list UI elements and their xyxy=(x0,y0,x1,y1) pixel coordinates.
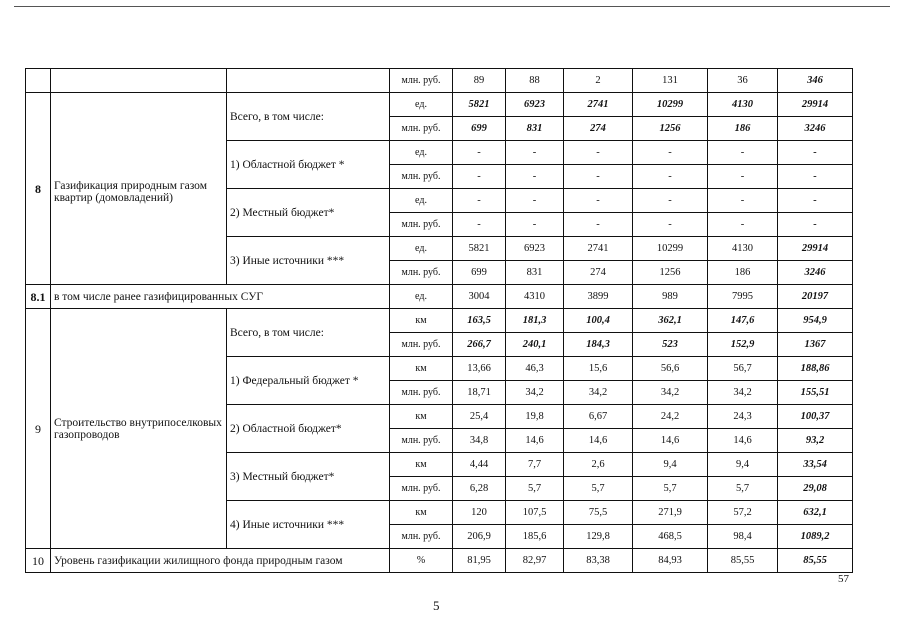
value-cell: - xyxy=(564,141,633,165)
value-cell: 3004 xyxy=(453,285,506,309)
row-number: 8 xyxy=(26,93,51,285)
value-cell: 100,4 xyxy=(564,309,633,333)
value-cell: 184,3 xyxy=(564,333,633,357)
value-cell: 34,8 xyxy=(453,429,506,453)
value-cell: 46,3 xyxy=(506,357,564,381)
value-cell: 2,6 xyxy=(564,453,633,477)
value-cell: 266,7 xyxy=(453,333,506,357)
value-cell: 1256 xyxy=(633,117,708,141)
value-cell: 7995 xyxy=(708,285,778,309)
row-subitem: 4) Иные источники *** xyxy=(227,501,390,549)
value-cell: 185,6 xyxy=(506,525,564,549)
value-cell: - xyxy=(506,189,564,213)
row-name: Строительство внутрипоселковых газопроводов xyxy=(51,309,227,549)
row-name: в том числе ранее газифицированных СУГ xyxy=(51,285,390,309)
total-cell: - xyxy=(778,213,853,237)
value-cell: 523 xyxy=(633,333,708,357)
total-cell: 85,55 xyxy=(778,549,853,573)
value-cell: - xyxy=(506,141,564,165)
value-cell: - xyxy=(506,165,564,189)
value-cell: 699 xyxy=(453,117,506,141)
value-cell: 10299 xyxy=(633,93,708,117)
value-cell: 5821 xyxy=(453,237,506,261)
value-cell: - xyxy=(506,213,564,237)
value-cell: - xyxy=(633,141,708,165)
value-cell: 186 xyxy=(708,261,778,285)
value-cell: 34,2 xyxy=(708,381,778,405)
row-subitem: 3) Иные источники *** xyxy=(227,237,390,285)
value-cell: 34,2 xyxy=(633,381,708,405)
value-cell: 129,8 xyxy=(564,525,633,549)
row-subitem: 1) Федеральный бюджет * xyxy=(227,357,390,405)
value-cell: 57,2 xyxy=(708,501,778,525)
row-subitem: 2) Областной бюджет* xyxy=(227,405,390,453)
row-number: 10 xyxy=(26,549,51,573)
unit-cell: млн. руб. xyxy=(390,429,453,453)
unit-cell: млн. руб. xyxy=(390,525,453,549)
value-cell: 56,7 xyxy=(708,357,778,381)
unit-cell: млн. руб. xyxy=(390,165,453,189)
value-cell: 81,95 xyxy=(453,549,506,573)
value-cell: 240,1 xyxy=(506,333,564,357)
value-cell: 5,7 xyxy=(564,477,633,501)
value-cell: - xyxy=(708,189,778,213)
value-cell: 989 xyxy=(633,285,708,309)
row-subitem: 3) Местный бюджет* xyxy=(227,453,390,501)
value-cell: 831 xyxy=(506,261,564,285)
unit-cell: ед. xyxy=(390,237,453,261)
total-cell: - xyxy=(778,165,853,189)
value-cell: 34,2 xyxy=(564,381,633,405)
value-cell: - xyxy=(453,189,506,213)
value-cell: 24,2 xyxy=(633,405,708,429)
row-name-text: Газификация природным газом квартир (домовладений) xyxy=(54,179,207,204)
unit-cell: ед. xyxy=(390,285,453,309)
value-cell: 6923 xyxy=(506,237,564,261)
value-cell: 699 xyxy=(453,261,506,285)
value-cell: 5821 xyxy=(453,93,506,117)
unit-cell: км xyxy=(390,309,453,333)
value-cell: 120 xyxy=(453,501,506,525)
value-cell: - xyxy=(708,165,778,189)
total-cell: - xyxy=(778,141,853,165)
page-number: 5 xyxy=(433,598,440,613)
total-cell: 188,86 xyxy=(778,357,853,381)
unit-cell: млн. руб. xyxy=(390,477,453,501)
unit-cell: ед. xyxy=(390,189,453,213)
value-cell: 1256 xyxy=(633,261,708,285)
value-cell: 3899 xyxy=(564,285,633,309)
value-cell: 5,7 xyxy=(506,477,564,501)
value-cell: - xyxy=(564,165,633,189)
total-cell: 3246 xyxy=(778,261,853,285)
value-cell: 181,3 xyxy=(506,309,564,333)
unit-cell: ед. xyxy=(390,141,453,165)
value-cell: 36 xyxy=(708,69,778,93)
value-cell: 75,5 xyxy=(564,501,633,525)
row-subitem: Всего, в том числе: xyxy=(227,309,390,357)
total-cell: 3246 xyxy=(778,117,853,141)
value-cell: 7,7 xyxy=(506,453,564,477)
value-cell: 147,6 xyxy=(708,309,778,333)
total-cell: 1089,2 xyxy=(778,525,853,549)
unit-cell: млн. руб. xyxy=(390,213,453,237)
row-name xyxy=(51,93,227,285)
unit-cell: км xyxy=(390,501,453,525)
total-cell: - xyxy=(778,189,853,213)
total-cell: 29,08 xyxy=(778,477,853,501)
value-cell: 831 xyxy=(506,117,564,141)
value-cell: 274 xyxy=(564,261,633,285)
value-cell: 6923 xyxy=(506,93,564,117)
total-cell: 1367 xyxy=(778,333,853,357)
value-cell: - xyxy=(564,213,633,237)
side-page-number: 57 xyxy=(838,573,849,585)
table-row xyxy=(26,309,853,333)
value-cell: - xyxy=(564,189,633,213)
value-cell: 25,4 xyxy=(453,405,506,429)
total-cell: 100,37 xyxy=(778,405,853,429)
unit-cell: млн. руб. xyxy=(390,261,453,285)
value-cell: 10299 xyxy=(633,237,708,261)
row-name: Уровень газификации жилищного фонда природным газом xyxy=(51,549,390,573)
unit-cell: млн. руб. xyxy=(390,333,453,357)
total-cell: 954,9 xyxy=(778,309,853,333)
value-cell: 14,6 xyxy=(506,429,564,453)
total-cell: 20197 xyxy=(778,285,853,309)
value-cell: 14,6 xyxy=(564,429,633,453)
total-cell: 33,54 xyxy=(778,453,853,477)
value-cell: 82,97 xyxy=(506,549,564,573)
value-cell: 5,7 xyxy=(633,477,708,501)
value-cell: 6,28 xyxy=(453,477,506,501)
value-cell: 88 xyxy=(506,69,564,93)
value-cell: 4130 xyxy=(708,93,778,117)
top-rule xyxy=(14,6,890,7)
value-cell: 107,5 xyxy=(506,501,564,525)
value-cell: 131 xyxy=(633,69,708,93)
row-subitem xyxy=(227,69,390,93)
table-row xyxy=(26,69,853,93)
value-cell: 186 xyxy=(708,117,778,141)
value-cell: 89 xyxy=(453,69,506,93)
value-cell: - xyxy=(633,213,708,237)
value-cell: - xyxy=(708,213,778,237)
value-cell: - xyxy=(633,165,708,189)
value-cell: 4130 xyxy=(708,237,778,261)
value-cell: 6,67 xyxy=(564,405,633,429)
value-cell: 84,93 xyxy=(633,549,708,573)
row-name xyxy=(51,69,227,93)
total-cell: 29914 xyxy=(778,93,853,117)
value-cell: 56,6 xyxy=(633,357,708,381)
table-row xyxy=(26,549,853,573)
unit-cell: км xyxy=(390,405,453,429)
value-cell: 274 xyxy=(564,117,633,141)
unit-cell: ед. xyxy=(390,93,453,117)
unit-cell: млн. руб. xyxy=(390,381,453,405)
value-cell: 18,71 xyxy=(453,381,506,405)
value-cell: 271,9 xyxy=(633,501,708,525)
total-cell: 29914 xyxy=(778,237,853,261)
value-cell: - xyxy=(453,141,506,165)
value-cell: 4310 xyxy=(506,285,564,309)
row-subitem: 1) Областной бюджет * xyxy=(227,141,390,189)
value-cell: 19,8 xyxy=(506,405,564,429)
value-cell: 2741 xyxy=(564,237,633,261)
row-number xyxy=(26,69,51,93)
value-cell: 14,6 xyxy=(708,429,778,453)
value-cell: 362,1 xyxy=(633,309,708,333)
value-cell: - xyxy=(453,165,506,189)
value-cell: 34,2 xyxy=(506,381,564,405)
row-number: 8.1 xyxy=(26,285,51,309)
total-cell: 93,2 xyxy=(778,429,853,453)
value-cell: 13,66 xyxy=(453,357,506,381)
row-subitem: Всего, в том числе: xyxy=(227,93,390,141)
unit-cell: % xyxy=(390,549,453,573)
unit-cell: млн. руб. xyxy=(390,117,453,141)
unit-cell: млн. руб. xyxy=(390,69,453,93)
total-cell: 346 xyxy=(778,69,853,93)
row-number: 9 xyxy=(26,309,51,549)
value-cell: 9,4 xyxy=(708,453,778,477)
value-cell: 468,5 xyxy=(633,525,708,549)
value-cell: 2 xyxy=(564,69,633,93)
value-cell: - xyxy=(708,141,778,165)
total-cell: 632,1 xyxy=(778,501,853,525)
value-cell: 15,6 xyxy=(564,357,633,381)
value-cell: - xyxy=(453,213,506,237)
value-cell: 98,4 xyxy=(708,525,778,549)
value-cell: 24,3 xyxy=(708,405,778,429)
row-subitem: 2) Местный бюджет* xyxy=(227,189,390,237)
gasification-table xyxy=(25,68,853,573)
value-cell: 5,7 xyxy=(708,477,778,501)
table-row xyxy=(26,285,853,309)
value-cell: 14,6 xyxy=(633,429,708,453)
value-cell: 9,4 xyxy=(633,453,708,477)
value-cell: 4,44 xyxy=(453,453,506,477)
value-cell: 83,38 xyxy=(564,549,633,573)
value-cell: 152,9 xyxy=(708,333,778,357)
value-cell: 206,9 xyxy=(453,525,506,549)
unit-cell: км xyxy=(390,357,453,381)
table-row xyxy=(26,93,853,117)
unit-cell: км xyxy=(390,453,453,477)
value-cell: - xyxy=(633,189,708,213)
value-cell: 2741 xyxy=(564,93,633,117)
value-cell: 163,5 xyxy=(453,309,506,333)
value-cell: 85,55 xyxy=(708,549,778,573)
total-cell: 155,51 xyxy=(778,381,853,405)
